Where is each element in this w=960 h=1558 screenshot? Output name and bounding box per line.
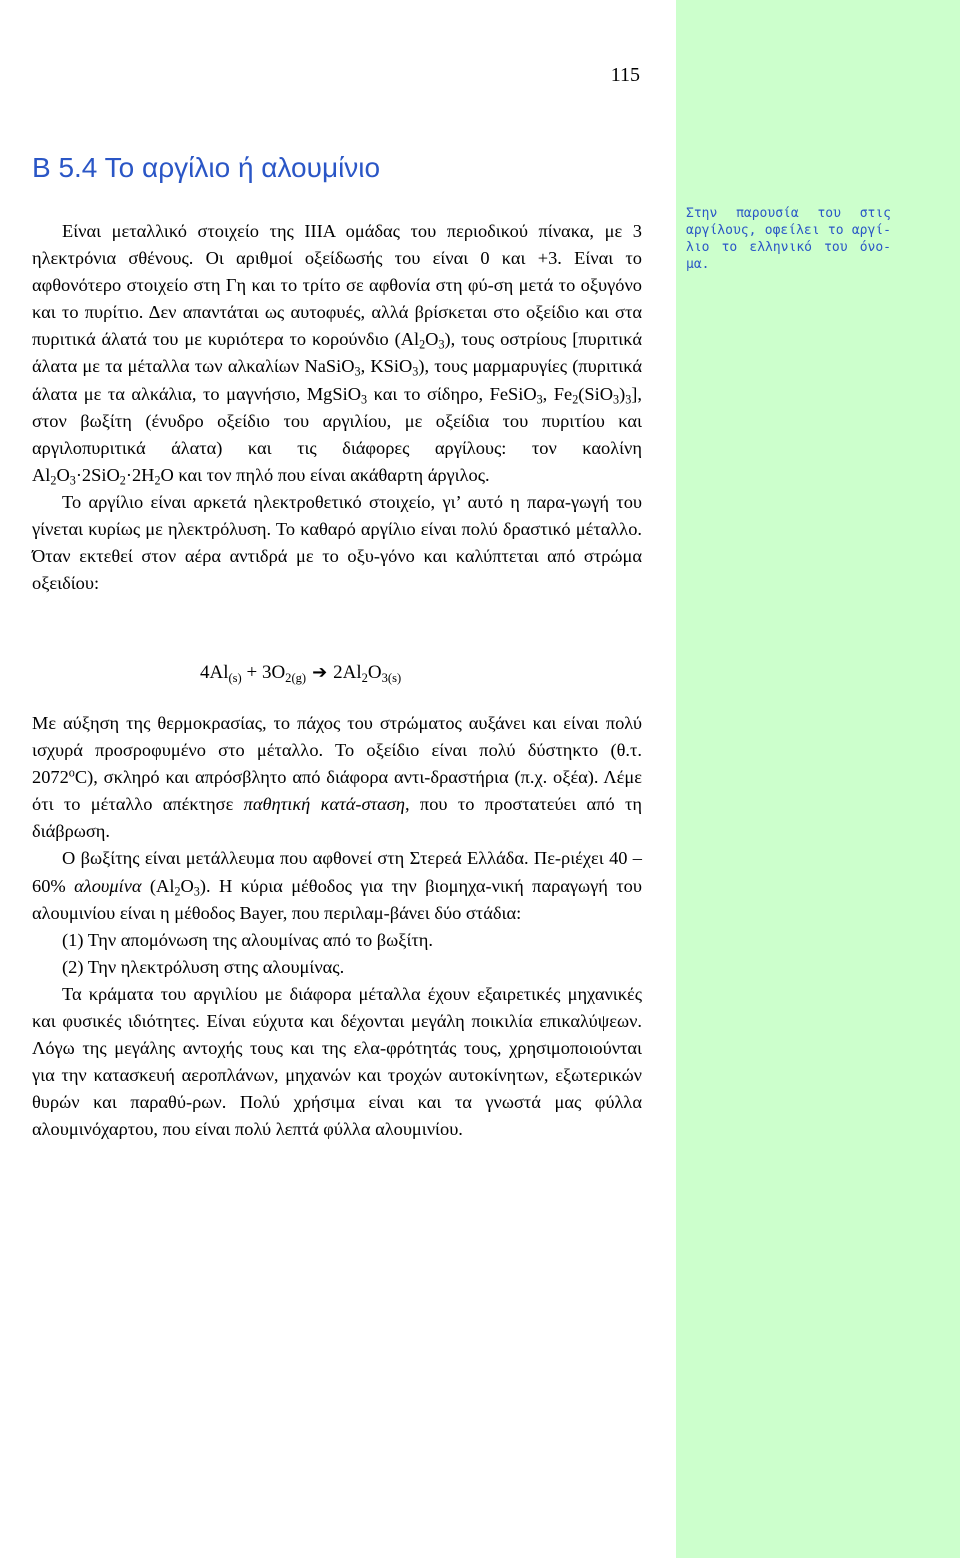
paragraph-alloys: Τα κράματα του αργιλίου με διάφορα μέταλλα έχουν εξαιρετικές μηχανικές και φυσικές ιδιότητες. Είναι εύχυτα και δέχονται μεγάλη ποικιλία επικαλύψεων. Λόγω της μεγάλης αντοχής τους και της ελα-φρότητάς τους, χρησιμοποιούνται για την κατασκευή αεροπλάνων, μηχανών και τροχών αυτοκίνητων, εξωτερικών θυρών και παραθύ-ρων. Πολύ χρήσιμα είναι και τα γνωστά μας φύλλα αλουμινόχαρτου, που είναι πολύ λεπτά φύλλα αλουμινίου.: [32, 983, 642, 1140]
paragraph-oxide-layer: Με αύξηση της θερμοκρασίας, το πάχος του στρώματος αυξάνει και είναι πολύ ισχυρά προσροφυμένο στο μέταλλο. Το οξείδιο είναι πολύ δύστηκτο (θ.τ. $2072^oC$), σκληρό και απρόσβλητο από διάφορα αντι-δραστήρια (π.χ. οξέα). Λέμε ότι το μέταλλο απέκτησε παθητική κατά-σταση, που το προστατεύει από τη διάβρωση.: [32, 713, 643, 842]
paragraph-intro: Είναι μεταλλικό στοιχείο της ΙΙΙΑ ομάδας του περιοδικού πίνακα, με 3 ηλεκτρόνια σθένους. Οι αριθμοί οξείδωσής του είναι 0 και +3. Είναι το αφθονότερο στοιχείο στη Γη και το τρίτο σε αφθονία στη φύ-ση μετά το οξυγόνο και το πυρίτιο. Δεν απαντάται ως αυτοφυές, αλλά βρίσκεται στο οξείδιο και στα πυριτικά άλατά του με κυριότερα το κορούνδιο $(Al_2O_3)$, τους οστρίους [πυριτικά άλατα με τα μέταλλα των αλκαλίων NaSiO$_3$, KSiO$_3$), τους μαρμαρυγίες (πυριτικά άλατα με τα αλκάλια, το μαγνήσιο, MgSiO$_3$ και το σίδηρο, FeSiO$_3$, $Fe_2(SiO_3)_3$], στον βωξίτη (ένυδρο οξείδιο του αργιλίου, με οξείδια του πυριτίου και αργιλοπυριτικά άλατα) και τις διάφορες αργίλους: τον καολίνη $Al_2O_3\cdot 2SiO_2\cdot 2H_2O$ και τον πηλό που είναι ακάθαρτη άργιλος.: [32, 221, 642, 488]
main-text-upper: [32, 218, 642, 597]
list-item-step-1: (1) Την απομόνωση της αλουμίνας από το βωξίτη.: [62, 929, 433, 950]
list-item-step-2: (2) Την ηλεκτρόλυση στης αλουμίνας.: [62, 956, 345, 977]
main-text-lower: [32, 710, 642, 1144]
paragraph-reactivity: Το αργίλιο είναι αρκετά ηλεκτροθετικό στοιχείο, γι’ αυτό η παρα-γωγή του γίνεται κυρίως με ηλεκτρόλυση. Το καθαρό αργίλιο είναι πολύ δραστικό μέταλλο. Όταν εκτεθεί στον αέρα αντιδρά με το οξυ-γόνο και καλύπτεται από στρώμα οξειδίου:: [32, 491, 642, 594]
margin-sidebar: [676, 0, 960, 1558]
margin-note: Στην παρουσία του στις αργίλους, οφείλει το αργί-λιο το ελληνικό του όνο-μα.: [686, 206, 891, 272]
section-title: Β 5.4 Το αργίλιο ή αλουμίνιο: [32, 152, 381, 183]
page-number: 115: [610, 64, 640, 86]
reaction-arrow-icon: ➔: [312, 662, 328, 683]
paragraph-bauxite: Ο βωξίτης είναι μετάλλευμα που αφθονεί στη Στερεά Ελλάδα. Πε-ριέχει 40 – 60% αλουμίνα $(Al_2O_3)$. Η κύρια μέθοδος για την βιομηχα-νική παραγωγή του αλουμινίου είναι η μέθοδος Bayer, που περιλαμ-βάνει δύο στάδια:: [32, 848, 642, 923]
oxidation-equation: $4Al_{(s)} + 3O_{2(g)}$ ➔ $2Al_2O_{3(s)}$: [200, 662, 402, 685]
